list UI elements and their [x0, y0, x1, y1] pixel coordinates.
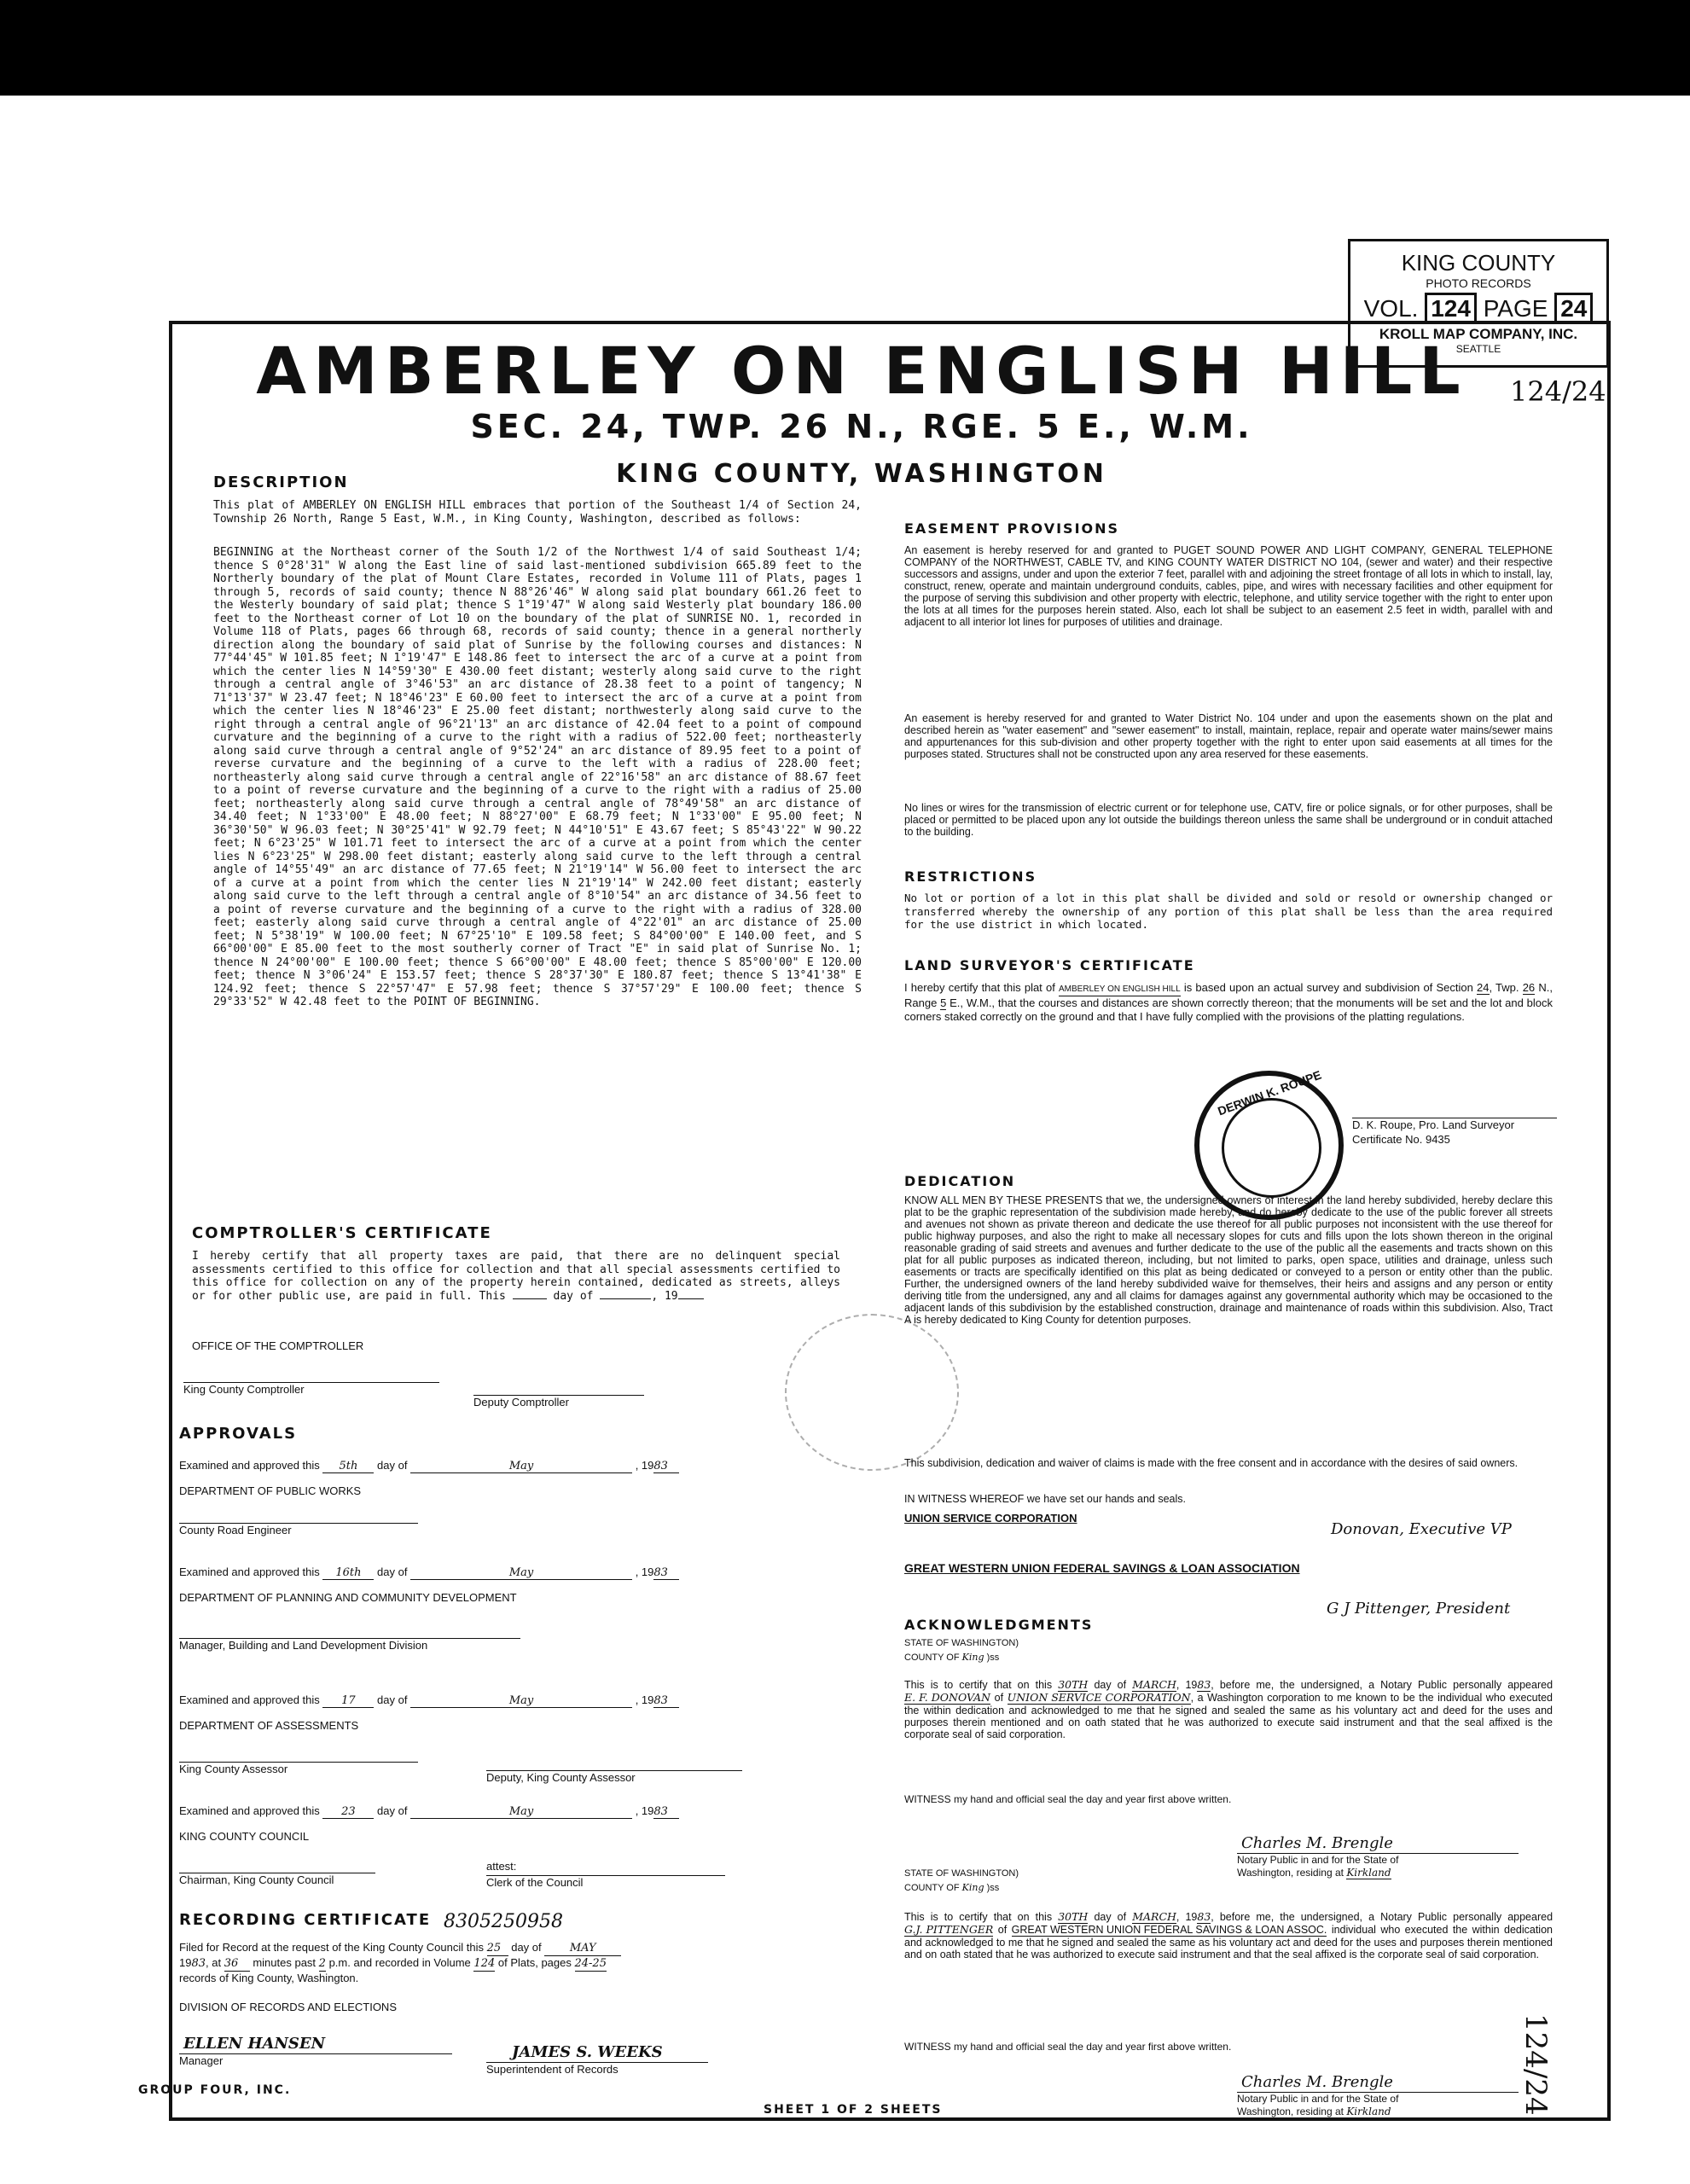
approval-day: 5th [322, 1460, 374, 1473]
embossed-seal [785, 1314, 959, 1471]
surveyor-c: , Twp. [1489, 981, 1519, 994]
surveyor-b: is based upon an actual survey and subdivision of Section [1183, 981, 1473, 994]
ack-month: MARCH [1132, 1910, 1176, 1923]
approval-month: May [410, 1566, 632, 1580]
ack-month: MARCH [1132, 1678, 1176, 1691]
stamp-volume-page [1350, 295, 1606, 322]
recording-text [179, 1941, 845, 1985]
rec-year: 83 [191, 1957, 206, 1970]
scan-top-bar [0, 0, 1690, 96]
plat-reference: 124/24 [1510, 375, 1606, 408]
ack2-county [904, 1882, 999, 1893]
planning-manager-signature: Manager, Building and Land Development Division [179, 1638, 520, 1652]
notary1-signature: Charles M. Brengle [1241, 1834, 1393, 1852]
ack-name2: G.J. PITTENGER [904, 1923, 994, 1936]
ack-a3: , 19 [1176, 1911, 1198, 1923]
surveyor-a: I hereby certify that this plat of [904, 981, 1055, 994]
surveyor-heading: LAND SURVEYOR'S CERTIFICATE [904, 957, 1195, 973]
owner1: UNION SERVICE CORPORATION [904, 1512, 1077, 1525]
dedication-p2: This subdivision, dedication and waiver of claims is made with the free consent and in accordance with the desires of said owners. [904, 1457, 1519, 1469]
manager-label: Manager [179, 2053, 452, 2067]
dept-public-works: DEPARTMENT OF PUBLIC WORKS [179, 1484, 362, 1497]
rec-pages-label: of Plats, pages [497, 1956, 572, 1969]
rec-month: MAY [544, 1942, 621, 1956]
rec-mins: 36 [224, 1957, 250, 1972]
comptroller-signature: King County Comptroller [183, 1382, 439, 1396]
rec-at: , at [206, 1956, 222, 1969]
superintendent-name: JAMES S. WEEKS [512, 2043, 663, 2061]
ack-name1: E. F. DONOVAN [904, 1691, 991, 1704]
description-intro: This plat of AMBERLEY ON ENGLISH HILL embraces that portion of the Southeast 1/4 of Section 24, Township 26 North, Range 5 East, W.M., in King County, Washington, described as follows: [213, 499, 862, 526]
ack2-state: STATE OF WASHINGTON) [904, 1868, 1019, 1879]
stamp-records: PHOTO RECORDS [1426, 276, 1531, 290]
approval-day: 17 [322, 1694, 374, 1708]
stamp-city: SEATTLE [1455, 343, 1501, 355]
margin-plat-reference: 124/24 [1519, 2013, 1553, 2116]
notary2-line2 [1237, 2106, 1391, 2118]
approval-1: Examined and approved this 5th day of May , 1983 [179, 1459, 845, 1473]
approvals-heading: APPROVALS [179, 1425, 298, 1443]
rec-pages: 24-25 [574, 1957, 607, 1970]
owner2-signature: G J Pittenger, President [1327, 1600, 1511, 1618]
surveyor-rge: 5 [940, 996, 947, 1009]
ack-a2: day of [1094, 1911, 1127, 1923]
seal-inner-ring [1222, 1098, 1321, 1198]
deputy-signature: Deputy Comptroller [473, 1395, 644, 1409]
surveyor-cert: Certificate No. 9435 [1352, 1133, 1450, 1146]
ack-corp2: GREAT WESTERN UNION FEDERAL SAVINGS & LOAN ASSOC. [1011, 1924, 1327, 1936]
examined-label: Examined and approved this [179, 1565, 320, 1578]
examined-label: Examined and approved this [179, 1693, 320, 1706]
ack-b5: of [997, 1924, 1008, 1936]
comptroller-body: I hereby certify that all property taxes are paid, that there are no delinquent special assessments certified to this office for collection and that all special assessments certified to this office for collection on any of the property herein contained, dedicated as streets, alleys or for other public use, are paid in full. This day of , 19 [192, 1250, 840, 1303]
county-label: COUNTY OF [904, 1883, 960, 1893]
surveyor-twp: 26 [1522, 981, 1536, 994]
surveyor-e: E., W.M., that the courses and distances are shown correctly thereon; that the monuments will be set and the lot and block corners staked correctly on the ground and that I have fully complied with the provisions of the platting regulations. [904, 996, 1553, 1023]
dept-assessments: DEPARTMENT OF ASSESSMENTS [179, 1719, 359, 1732]
ack-a1: This is to certify that on this [904, 1911, 1053, 1923]
notary-residing: Washington, residing at [1237, 1867, 1344, 1879]
seal-name: DERWIN K. ROUPE [1216, 1067, 1323, 1118]
comptroller-text: I hereby certify that all property taxes are paid, that there are no delinquent special assessments certified to this office for collection and that all special assessments certified to this office for collection on any of the property herein contained, dedicated as streets, alleys or for other public use, are paid in full. This [192, 1250, 840, 1303]
dedication-witness: IN WITNESS WHEREOF we have set our hands and seals. [904, 1493, 1186, 1505]
page-number: 24 [1554, 293, 1593, 324]
ack-b6: individual who executed the within dedication and acknowledged to me that he signed and sealed the same as his voluntary act and deed for the uses and purposes therein mentioned and on oath stated that he was authorized to execute said instrument and that the seal affixed is the corporate seal of said corporation. [904, 1924, 1553, 1960]
division-records: DIVISION OF RECORDS AND ELECTIONS [179, 2001, 397, 2013]
easement-p1: An easement is hereby reserved for and granted to PUGET SOUND POWER AND LIGHT COMPANY, GENERAL TELEPHONE COMPANY of the NORTHWEST, CABLE TV, and KING COUNTY WATER DISTRICT NO 104, (sewer and water) and their respective successors and assigns, under and upon the exterior 7 feet, parallel with and adjoining the street frontage of all lots in which to install, lay, construct, renew, operate and maintain underground conduits, cables, pipe, and wires with necessary facilities and other equipment for the purpose of serving this subdivision and other property with electric, telephone, and utility service together with the right to enter upon the lots at all times for the purposes herein stated. Also, each lot shall be subject to an easement 2.5 feet in width, parallel with and adjacent to all interior lot lines for purposes of utilities and drainage. [904, 544, 1553, 628]
rec-records: records of King County, Washington. [179, 1972, 359, 1984]
surveyor-section: 24 [1477, 981, 1490, 994]
recording-number: 8305250958 [444, 1911, 563, 1932]
rec-day: 25 [487, 1942, 508, 1956]
vol-label: VOL. [1363, 295, 1419, 322]
notary1-line1: Notary Public in and for the State of [1237, 1853, 1519, 1866]
plat-subtitle: SEC. 24, TWP. 26 N., RGE. 5 E., W.M. [470, 408, 1253, 445]
easement-p2: An easement is hereby reserved for and granted to Water District No. 104 under and upon the easements shown on the plat and described herein as "water easement" and "sewer easement" to install, maintain, replace, repair and operate water mains/sewer mains and appurtenances for this sub-division and other property together with the right to enter upon said easements at all times for the purposes stated. Structures shall not be constructed upon any area reserved for these easements. [904, 712, 1553, 760]
rec-line1: Filed for Record at the request of the King County Council this [179, 1941, 484, 1954]
approval-year: 83 [653, 1460, 679, 1473]
approval-3: Examined and approved this 17 day of May , 1983 [179, 1693, 845, 1708]
dept-planning: DEPARTMENT OF PLANNING AND COMMUNITY DEVELOPMENT [179, 1591, 517, 1604]
ack-corp1: UNION SERVICE CORPORATION [1007, 1691, 1191, 1704]
approval-year: 83 [653, 1805, 679, 1819]
county-value: King [961, 1652, 984, 1663]
notary2-signature: Charles M. Brengle [1241, 2073, 1393, 2091]
stamp-county: KING COUNTY [1401, 250, 1556, 276]
plat-county: KING COUNTY, WASHINGTON [616, 459, 1107, 489]
recording-heading: RECORDING CERTIFICATE [179, 1911, 432, 1929]
notary2-line1: Notary Public in and for the State of [1237, 2092, 1519, 2105]
examined-label: Examined and approved this [179, 1804, 320, 1817]
examined-label: Examined and approved this [179, 1459, 320, 1472]
rec-dayof: day of [511, 1941, 542, 1954]
description-body: BEGINNING at the Northeast corner of the South 1/2 of the Northwest 1/4 of said Southeast 1/4; thence S 0°28'31" W along the East line of said last-mentioned subdivision 665.89 feet to the Northerly boundary of the plat of Mount Clare Estates, recorded in Volume 111 of Plats, pages 1 through 5, records of said county; thence N 88°26'46" W along said plat boundary 661.26 feet to the Westerly boundary of said plat; thence S 1°19'47" W along said Westerly plat boundary 186.00 feet to the Northeast corner of Lot 10 on the boundary of the plat of SUNRISE NO. 1, recorded in Volume 118 of Plats, pages 66 through 68, records of said county; thence in a general northerly direction along the boundary of said plat of Sunrise by the following courses and distances: N 77°44'45" W 101.85 feet; N 1°19'47" E 148.86 feet to intersect the arc of a curve at a point from which the center lies N 14°59'30" E 430.00 feet distant; westerly along said curve to the right through a central angle of 3°46'53" an arc distance of 28.38 feet to a point of tangency; N 71°13'37" W 23.47 feet; N 18°46'23" E 60.00 feet to intersect the arc of a curve at a point from which the center lies N 18°46'23" E 25.00 feet distant; northwesterly along said curve to the right through a central angle of 96°21'13" an arc distance of 42.04 feet to a point of compound curvature and the beginning of a curve to the right with a radius of 522.00 feet; northeasterly along said curve through a central angle of 9°52'24" an arc distance of 89.95 feet to a point of reverse curvature and the beginning of a curve to the left with a radius of 228.00 feet; northeasterly along said curve through a central angle of 22°16'58" an arc distance of 88.67 feet to a point of reverse curvature and the beginning of a curve to the right with a radius of 25.00 feet; northeasterly along said curve through a central angle of 78°49'58" an arc distance of 34.40 feet; N 1°33'00" E 48.00 feet; N 88°27'00" E 68.79 feet; N 1°33'00" E 95.00 feet; N 36°30'50" W 96.03 feet; N 30°25'41" W 92.79 feet; N 44°10'51" E 43.67 feet; S 85°43'22" W 90.22 feet; N 6°23'25" W 101.71 feet to intersect the arc of a curve at a point from which the center lies N 6°23'25" W 298.00 feet distant; easterly along said curve to the left through a central angle of 14°55'49" an arc distance of 77.65 feet; N 21°19'14" W 56.00 feet to intersect the arc of a curve at a point from which the center lies N 21°19'14" W 242.00 feet distant; easterly along said curve to the left through a central angle of 8°10'54" an arc distance of 34.56 feet to a point of reverse curvature and the beginning of a curve to the right with a radius of 328.00 feet; easterly along said curve through a central angle of 4°22'01" an arc distance of 25.00 feet; N 5°38'19" W 100.00 feet; N 67°25'10" E 109.58 feet; S 84°00'00" E 140.00 feet, and S 66°00'00" E 85.00 feet to the most southerly corner of Tract "E" in said plat of Sunrise No. 1; thence N 24°00'00" E 100.00 feet; thence S 66°00'00" E 48.00 feet; thence S 85°00'00" E 120.00 feet; thence N 3°06'24" E 153.57 feet; thence S 28°37'30" E 180.87 feet; thence S 13°41'38" E 124.92 feet; thence S 22°57'47" E 57.98 feet; thence S 37°57'29" E 100.00 feet; thence S 29°33'52" W 42.48 feet to the POINT OF BEGINNING. [213, 546, 862, 1008]
year-label: 19 [641, 1565, 654, 1578]
description-heading: DESCRIPTION [213, 473, 349, 491]
ack-a4: , before me, the undersigned, a Notary Public personally appeared [1211, 1679, 1554, 1691]
approval-day: 23 [322, 1805, 374, 1819]
ack-year: 83 [1197, 1678, 1211, 1691]
notary-residing: Washington, residing at [1237, 2106, 1344, 2117]
surveyor-name: D. K. Roupe, Pro. Land Surveyor [1352, 1118, 1557, 1131]
county-value: King [961, 1882, 984, 1893]
ack2-text [904, 1911, 1553, 1960]
ack-day: 30TH [1058, 1910, 1089, 1923]
attest-label: attest: [486, 1860, 517, 1873]
restrictions-heading: RESTRICTIONS [904, 868, 1037, 885]
year-label: 19 [641, 1804, 654, 1817]
manager-name: ELLEN HANSEN [183, 2035, 326, 2053]
ack-a5: of [994, 1692, 1004, 1704]
ack1-witness: WITNESS my hand and official seal the day and year first above written. [904, 1793, 1232, 1805]
surveyor-d: N., Range [904, 981, 1553, 1009]
ack-a1: This is to certify that on this [904, 1679, 1053, 1691]
ack-heading: ACKNOWLEDGMENTS [904, 1617, 1094, 1633]
notary1-line2 [1237, 1867, 1391, 1879]
ack1-county [904, 1652, 999, 1663]
owner2: GREAT WESTERN UNION FEDERAL SAVINGS & LOAN ASSOCIATION [904, 1561, 1300, 1575]
dept-council: KING COUNTY COUNCIL [179, 1830, 310, 1843]
firm-name: GROUP FOUR, INC. [138, 2083, 292, 2097]
council-clerk-signature: Clerk of the Council [486, 1875, 725, 1889]
owner1-signature: Donovan, Executive VP [1331, 1520, 1512, 1538]
county-label: COUNTY OF [904, 1653, 960, 1663]
comptroller-heading: COMPTROLLER'S CERTIFICATE [192, 1224, 492, 1242]
rec-volume: p.m. and recorded in Volume [328, 1956, 471, 1969]
sheet-number: SHEET 1 OF 2 SHEETS [764, 2103, 943, 2117]
ack-b4: , before me, the undersigned, a Notary Public personally appeared [1211, 1911, 1554, 1923]
ack-year: 83 [1197, 1910, 1211, 1923]
rec-19: 19 [179, 1956, 192, 1969]
vol-number: 124 [1425, 293, 1477, 324]
ack-a2: day of [1094, 1679, 1127, 1691]
notary-city: Kirkland [1346, 2106, 1391, 2117]
approval-month: May [410, 1805, 632, 1819]
comptroller-day: day of [553, 1289, 594, 1303]
ack1-state: STATE OF WASHINGTON) [904, 1638, 1019, 1648]
page-label: PAGE [1483, 295, 1548, 322]
approval-day: 16th [322, 1566, 374, 1580]
superintendent-label: Superintendent of Records [486, 2062, 708, 2076]
approval-year: 83 [653, 1694, 679, 1708]
deputy-assessor-signature: Deputy, King County Assessor [486, 1770, 742, 1784]
comptroller-office: OFFICE OF THE COMPTROLLER [192, 1339, 364, 1352]
dedication-heading: DEDICATION [904, 1173, 1016, 1189]
notary-city: Kirkland [1346, 1867, 1391, 1879]
rec-vol: 124 [473, 1957, 496, 1970]
surveyor-plat: AMBERLEY ON ENGLISH HILL [1059, 983, 1181, 996]
approval-year: 83 [653, 1566, 679, 1580]
day-of-label: day of [377, 1459, 408, 1472]
surveyor-text [904, 981, 1553, 1023]
year-label: 19 [641, 1459, 654, 1472]
day-of-label: day of [377, 1804, 408, 1817]
year-label: 19 [641, 1693, 654, 1706]
ack1-text [904, 1679, 1553, 1740]
easement-heading: EASEMENT PROVISIONS [904, 520, 1120, 537]
dedication-body: KNOW ALL MEN BY THESE PRESENTS that we, the undersigned owners of interest in the land hereby subdivided, hereby declare this plat to be the graphic representation of the subdivision made hereby, and do hereby dedicate to the use of the public forever all streets and avenues not shown as private thereon and dedicate the use thereof for all public purposes not inconsistent with the use thereof for public highway purposes, and also the right to make all necessary slopes for cuts and fills upon the lots shown thereon in the original reasonable grading of said streets and avenues and further dedicate to the use of the public all the easements and tracts shown on this plat for all public purposes as indicated thereon, including, but not limited to parks, open space, utilities and drainage, unless such easements or tracts are specifically identified on this plat as being dedicated or conveyed to a person or entity other than the public. Further, the undersigned owners of the land hereby subdivided waive for themselves, their heirs and assigns and any person or entity deriving title from the undersigned, any and all claims for damages against any governmental authority which may be occasioned to the adjacent lands of this subdivision by the established construction, drainage and maintenance of roads within this subdivision. Also, Tract A is hereby dedicated to King County for detention purposes. [904, 1194, 1553, 1326]
stamp-company: KROLL MAP COMPANY, INC. [1379, 326, 1578, 342]
rec-minutes: minutes past [253, 1956, 317, 1969]
approval-month: May [410, 1694, 632, 1708]
ack-day: 30TH [1058, 1678, 1089, 1691]
rec-hour: 2 [318, 1957, 326, 1970]
plat-title: AMBERLEY ON ENGLISH HILL [256, 333, 1467, 409]
assessor-signature: King County Assessor [179, 1762, 418, 1775]
ack-a6: , a Washington corporation to me known to be the individual who executed the within dedication and acknowledged to me that he signed and sealed the same as his voluntary act and deed for the uses and purposes therein mentioned and on oath stated that he was authorized to execute said instrument and that the seal affixed is the corporate seal of said corporation. [904, 1692, 1553, 1740]
ack-a3: , 19 [1176, 1679, 1198, 1691]
approval-2: Examined and approved this 16th day of May , 1983 [179, 1565, 845, 1580]
ack2-witness: WITNESS my hand and official seal the day and year first above written. [904, 2041, 1232, 2053]
approval-4: Examined and approved this 23 day of May , 1983 [179, 1804, 845, 1819]
day-of-label: day of [377, 1693, 408, 1706]
easement-p3: No lines or wires for the transmission of electric current or for telephone use, CATV, fire or police signals, or for other purposes, shall be placed or permitted to be placed upon any lot outside the buildings thereon unless the same shall be underground or in conduit attached to the building. [904, 802, 1553, 838]
comptroller-year: 19 [664, 1289, 678, 1303]
restrictions-body: No lot or portion of a lot in this plat shall be divided and sold or resold or ownership changed or transferred whereby the ownership of any portion of this plat shall be less than the area required for the use district in which located. [904, 892, 1553, 931]
council-chairman-signature: Chairman, King County Council [179, 1873, 375, 1886]
ss-label: )ss [986, 1883, 1000, 1893]
ss-label: )ss [986, 1653, 1000, 1663]
approval-month: May [410, 1460, 632, 1473]
day-of-label: day of [377, 1565, 408, 1578]
road-engineer-signature: County Road Engineer [179, 1523, 418, 1536]
